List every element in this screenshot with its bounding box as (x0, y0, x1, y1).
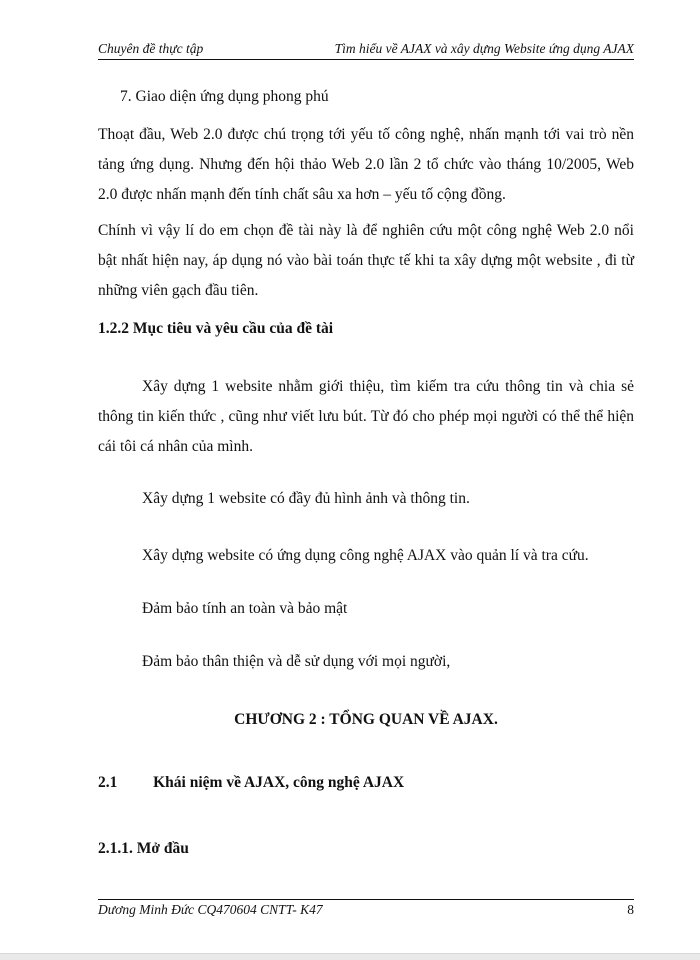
goal-item-3: Đảm bảo tính an toàn và bảo mật (142, 600, 348, 617)
goal-item-1: Xây dựng 1 website có đầy đủ hình ảnh và thông tin. (142, 490, 470, 507)
section-2-1-title: Khái niệm về AJAX, công nghệ AJAX (153, 774, 405, 791)
chapter-title: CHƯƠNG 2 : TỔNG QUAN VỀ AJAX. (234, 711, 498, 728)
section-heading-2-1 (98, 768, 634, 798)
page-header (98, 40, 634, 60)
paragraph-objectives: Xây dựng 1 website nhằm giới thiệu, tìm kiếm tra cứu thông tin và chia sẻ thông tin kiến thức , cũng như viết lưu bút. Từ đó cho phép mọi người có thể thể hiện cái tôi cá nhân của mình. (98, 378, 634, 455)
goal-item-2: Xây dựng website có ứng dụng công nghệ AJAX vào quản lí và tra cứu. (142, 547, 589, 564)
header-left-text: Chuyên đề thực tập (98, 41, 204, 56)
page-number: 8 (627, 902, 634, 917)
footer-rule (98, 899, 634, 900)
header-rule (98, 59, 634, 60)
paragraph-web20-intro: Thoạt đầu, Web 2.0 được chú trọng tới yếu tố công nghệ, nhấn mạnh tới vai trò nền tảng ứng dụng. Nhưng đến hội thảo Web 2.0 lần 2 tổ chức vào tháng 10/2005, Web 2.0 được nhấn mạnh đến tính chất sâu xa hơn – yếu tố cộng đồng. (98, 126, 634, 203)
page-bottom-edge (0, 953, 700, 960)
page-footer (98, 901, 634, 921)
footer-author-text: Dương Minh Đức CQ470604 CNTT- K47 (98, 902, 323, 917)
goal-item-4: Đảm bảo thân thiện và dễ sử dụng với mọi người, (142, 653, 451, 670)
section-heading-1-2-2: 1.2.2 Mục tiêu và yêu cầu của đề tài (98, 320, 334, 337)
list-item-7: 7. Giao diện ứng dụng phong phú (120, 88, 329, 105)
header-right-text: Tìm hiểu về AJAX và xây dựng Website ứng dụng AJAX (334, 41, 634, 56)
section-2-1-number: 2.1 (98, 774, 118, 791)
section-heading-2-1-1: 2.1.1. Mở đầu (98, 840, 189, 857)
paragraph-topic-reason: Chính vì vậy lí do em chọn đề tài này là để nghiên cứu một công nghệ Web 2.0 nổi bật nhất hiện nay, áp dụng nó vào bài toán thực tế khi ta xây dựng một website , đi từ những viên gạch đầu tiên. (98, 222, 634, 299)
